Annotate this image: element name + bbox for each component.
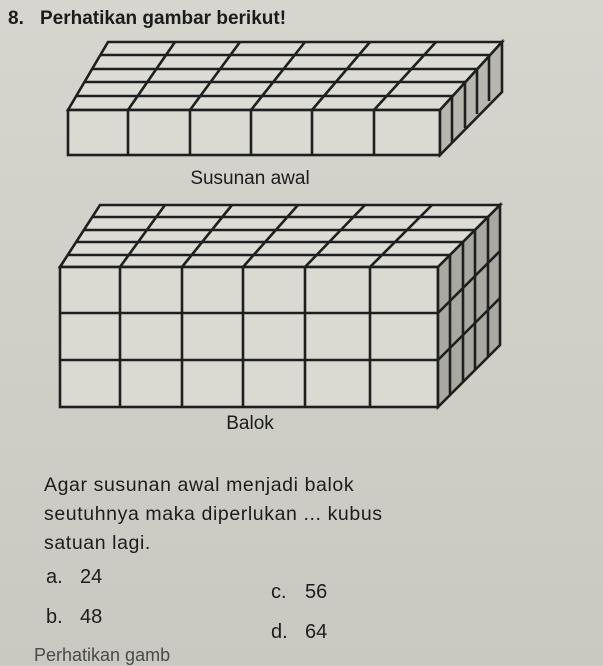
question-number: 8.	[8, 8, 24, 29]
option-a-label: a.	[46, 566, 63, 588]
option-c[interactable]	[271, 581, 327, 604]
next-question-fragment: Perhatikan gamb	[34, 645, 171, 665]
block-figure	[60, 205, 500, 407]
option-a-value: 24	[80, 566, 103, 588]
option-b-value: 48	[80, 606, 103, 628]
question-title: Perhatikan gambar berikut!	[40, 8, 287, 29]
question-prompt-line-1: Agar susunan awal menjadi balok	[44, 474, 355, 496]
initial-arrangement-figure	[68, 42, 502, 155]
question-prompt-line-3: satuan lagi.	[44, 532, 151, 554]
question-prompt-line-2: seutuhnya maka diperlukan ... kubus	[44, 503, 383, 525]
option-a[interactable]	[46, 566, 102, 589]
option-d-label: d.	[271, 621, 288, 643]
block-caption: Balok	[226, 413, 274, 434]
option-b[interactable]	[46, 606, 102, 629]
option-d-value: 64	[305, 621, 328, 643]
initial-arrangement-caption: Susunan awal	[190, 168, 310, 189]
option-b-label: b.	[46, 606, 63, 628]
option-d[interactable]	[271, 621, 327, 644]
option-c-value: 56	[305, 581, 328, 603]
option-c-label: c.	[271, 581, 287, 603]
